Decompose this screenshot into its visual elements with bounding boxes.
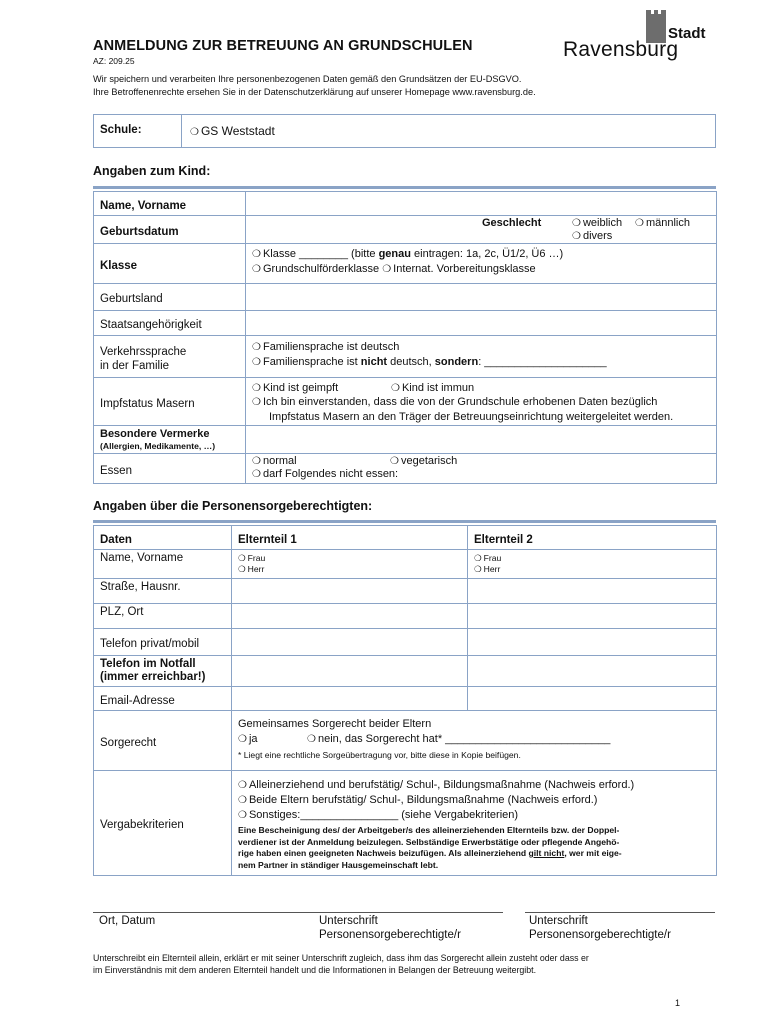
custody-no-option[interactable] <box>307 732 610 747</box>
class-opt1-text: Klasse ________ (bitte <box>262 248 379 260</box>
class-label: Klasse <box>94 244 246 284</box>
circle-checkbox-icon[interactable]: ❍ <box>307 734 316 745</box>
measles-opt3-line2: Impfstatus Masern an den Träger der Betreuungseinrichtung weitergeleitet werden. <box>269 411 674 423</box>
notes-label <box>94 426 246 454</box>
footnote-line-1: Unterschreibt ein Elternteil allein, erklärt er mit seiner Unterschrift zugleich, dass ihm das Sorgerecht allein zusteht oder dass er <box>93 953 589 963</box>
circle-checkbox-icon[interactable]: ❍ <box>190 127 199 138</box>
parent1-herr-option[interactable] <box>238 564 467 575</box>
privacy-line-2: Ihre Betroffenenrechte ersehen Sie in der Datenschutzerklärung auf unserer Homepage www.ravensburg.de. <box>93 87 536 97</box>
criteria-note-l3-text: rige haben einen geeigneten Nachweis beizufügen. Als alleinerziehend <box>238 848 529 858</box>
class-options <box>246 244 717 284</box>
file-reference: AZ: 209.25 <box>93 56 135 66</box>
emergency-label <box>94 656 232 687</box>
signature-line-2 <box>525 912 715 913</box>
birthdate-label: Geburtsdatum <box>94 216 246 244</box>
parent2-street-field[interactable] <box>468 579 717 604</box>
school-label: Schule: <box>94 115 182 147</box>
section-divider <box>93 186 716 189</box>
parent2-email-field[interactable] <box>468 687 717 711</box>
circle-checkbox-icon[interactable]: ❍ <box>252 469 261 480</box>
measles-opt1-text: Kind ist geimpft <box>262 382 339 394</box>
measles-label: Impfstatus Masern <box>94 378 246 426</box>
parent2-phone-field[interactable] <box>468 629 717 656</box>
gender-male-text: männlich <box>645 217 690 229</box>
class-opt3-text: Internat. Vorbereitungsklasse <box>393 263 536 275</box>
circle-checkbox-icon[interactable]: ❍ <box>238 810 247 821</box>
class-opt2-text: Grundschulförderklasse <box>262 263 380 275</box>
criteria-option-1[interactable] <box>238 778 716 793</box>
custody-options <box>232 711 717 771</box>
logo-stadt: Stadt <box>668 25 706 42</box>
circle-checkbox-icon[interactable]: ❍ <box>390 456 399 467</box>
circle-checkbox-icon[interactable]: ❍ <box>252 357 261 368</box>
col-header-data: Daten <box>94 526 232 550</box>
parent1-herr-text: Herr <box>247 564 265 574</box>
food-opt1-text: normal <box>262 455 297 467</box>
signature-2-label <box>529 914 671 942</box>
gender-diverse-text: divers <box>582 230 613 242</box>
gender-label: Geschlecht <box>482 217 542 229</box>
circle-checkbox-icon[interactable]: ❍ <box>238 553 246 563</box>
language-opt1-text: Familiensprache ist deutsch <box>262 341 400 353</box>
signature-1-line-1: Unterschrift <box>319 915 378 927</box>
measles-option-immune[interactable] <box>391 381 474 396</box>
school-box <box>93 114 716 148</box>
food-option-normal[interactable] <box>252 455 297 467</box>
page-number: 1 <box>675 998 681 1008</box>
notes-label-main: Besondere Vermerke <box>100 428 210 440</box>
circle-checkbox-icon[interactable]: ❍ <box>238 564 246 574</box>
custody-yes-option[interactable] <box>238 733 258 745</box>
child-section-heading: Angaben zum Kind: <box>93 164 211 178</box>
parent2-city-field[interactable] <box>468 604 717 629</box>
circle-checkbox-icon[interactable]: ❍ <box>238 780 247 791</box>
measles-opt3-line1: Ich bin einverstanden, dass die von der Grundschule erhobenen Daten bezüglich <box>262 396 658 408</box>
class-opt1-rest: eintragen: 1a, 2c, Ü1/2, Ü6 …) <box>410 248 564 260</box>
notes-field[interactable] <box>246 426 717 454</box>
name-label: Name, Vorname <box>94 192 246 216</box>
criteria-note-line-1: Eine Bescheinigung des/ der Arbeitgeber/s des alleinerziehenden Elternteils bzw. der Doppel- <box>238 825 620 835</box>
nationality-field[interactable] <box>246 311 717 336</box>
street-label: Straße, Hausnr. <box>94 579 232 604</box>
custody-note: * Liegt eine rechtliche Sorgeübertragung vor, bitte diese in Kopie beifügen. <box>238 750 521 760</box>
parent1-city-field[interactable] <box>232 604 468 629</box>
signature-line-1 <box>93 912 503 913</box>
custody-intro: Gemeinsames Sorgerecht beider Eltern <box>238 718 432 730</box>
gender-female-text: weiblich <box>582 217 623 229</box>
measles-opt2-text: Kind ist immun <box>401 382 475 394</box>
language-option-1[interactable] <box>252 340 716 355</box>
circle-checkbox-icon[interactable]: ❍ <box>252 397 261 408</box>
language-opt2-text: Familiensprache ist <box>262 356 361 368</box>
parent2-emergency-field[interactable] <box>468 656 717 687</box>
signature-1-line-2: Personensorgeberechtigte/r <box>319 929 461 941</box>
gender-diverse-option[interactable] <box>572 230 612 242</box>
circle-checkbox-icon[interactable]: ❍ <box>252 383 261 394</box>
criteria-note-line-3 <box>238 848 716 860</box>
parent1-street-field[interactable] <box>232 579 468 604</box>
criteria-option-2[interactable] <box>238 793 716 808</box>
parent1-frau-option[interactable] <box>238 553 467 564</box>
circle-checkbox-icon[interactable]: ❍ <box>238 795 247 806</box>
name-field[interactable] <box>246 192 717 216</box>
food-label: Essen <box>94 454 246 484</box>
class-opt1-bold: genau <box>378 248 411 260</box>
birth-country-field[interactable] <box>246 284 717 311</box>
parent1-phone-field[interactable] <box>232 629 468 656</box>
circle-checkbox-icon[interactable]: ❍ <box>474 553 482 563</box>
language-opt2-bold1: nicht <box>360 356 388 368</box>
class-option-3[interactable] <box>382 263 535 275</box>
col-header-parent1: Elternteil 1 <box>232 526 468 550</box>
circle-checkbox-icon[interactable]: ❍ <box>474 564 482 574</box>
child-table <box>93 191 717 484</box>
guardian-name-label: Name, Vorname <box>94 550 232 579</box>
custody-no-text: nein, das Sorgerecht hat* ___________________________ <box>317 733 611 745</box>
language-opt2-rest: : ____________________ <box>478 356 607 368</box>
parent2-name-field[interactable] <box>468 550 717 579</box>
circle-checkbox-icon[interactable]: ❍ <box>572 218 581 229</box>
criteria-note-l3-rest: , wer mit eige- <box>564 848 622 858</box>
circle-checkbox-icon[interactable]: ❍ <box>391 383 400 394</box>
criteria-label: Vergabekriterien <box>94 771 232 876</box>
criteria-note <box>238 825 716 871</box>
signature-2-line-1: Unterschrift <box>529 915 588 927</box>
food-opt3-text: darf Folgendes nicht essen: <box>262 468 399 480</box>
parent1-name-field[interactable] <box>232 550 468 579</box>
language-opt2-mid: deutsch, <box>387 356 435 368</box>
email-label: Email-Adresse <box>94 687 232 711</box>
class-option-1[interactable] <box>252 247 716 262</box>
circle-checkbox-icon[interactable]: ❍ <box>252 249 261 260</box>
circle-checkbox-icon[interactable]: ❍ <box>635 218 644 229</box>
circle-checkbox-icon[interactable]: ❍ <box>252 456 261 467</box>
nationality-label: Staatsangehörigkeit <box>94 311 246 336</box>
guardians-table <box>93 525 717 876</box>
food-opt2-text: vegetarisch <box>400 455 458 467</box>
criteria-opt2-text: Beide Eltern berufstätig/ Schul-, Bildungsmaßnahme (Nachweis erford.) <box>248 794 598 806</box>
school-option[interactable] <box>182 115 275 147</box>
language-label-1: Verkehrssprache <box>100 345 187 358</box>
language-opt2-bold2: sondern <box>434 356 479 368</box>
parent2-frau-option[interactable] <box>474 553 716 564</box>
city-label: PLZ, Ort <box>94 604 232 629</box>
measles-option-consent[interactable] <box>252 395 716 410</box>
privacy-line-1: Wir speichern und verarbeiten Ihre personenbezogenen Daten gemäß den Grundsätzen der EU-DSGVO. <box>93 74 522 84</box>
language-label <box>94 336 246 378</box>
logo-ravensburg: Ravensburg <box>563 38 679 61</box>
custody-label: Sorgerecht <box>94 711 232 771</box>
language-options <box>246 336 717 378</box>
col-header-parent2: Elternteil 2 <box>468 526 717 550</box>
guardians-section-heading: Angaben über die Personensorgeberechtigten: <box>93 499 373 513</box>
emergency-label-1: Telefon im Notfall <box>100 658 196 670</box>
criteria-note-line-4: nem Partner in ständiger Hausgemeinschaft lebt. <box>238 859 439 870</box>
gender-female-option[interactable] <box>572 217 622 229</box>
birthdate-field[interactable] <box>246 216 717 244</box>
parent2-frau-text: Frau <box>483 553 502 563</box>
food-options <box>246 454 717 484</box>
food-option-vegetarian[interactable] <box>390 455 457 468</box>
criteria-note-line-2: verdiener ist der Anmeldung beizulegen. Selbständige Erwerbstätige oder pflegende Angehö- <box>238 836 620 847</box>
parent1-emergency-field[interactable] <box>232 656 468 687</box>
parent2-herr-text: Herr <box>483 564 501 574</box>
parent2-herr-option[interactable] <box>474 564 716 575</box>
birth-country-label: Geburtsland <box>94 284 246 311</box>
circle-checkbox-icon[interactable]: ❍ <box>252 342 261 353</box>
parent1-frau-text: Frau <box>247 553 266 563</box>
place-date-label: Ort, Datum <box>99 915 156 927</box>
language-option-2[interactable] <box>252 355 716 370</box>
signature-1-label <box>319 914 461 942</box>
circle-checkbox-icon[interactable]: ❍ <box>252 264 261 275</box>
criteria-opt1-text: Alleinerziehend und berufstätig/ Schul-, Bildungsmaßnahme (Nachweis erford.) <box>248 779 635 791</box>
language-label-2: in der Familie <box>100 359 170 372</box>
footnote-line-2: im Einverständnis mit dem anderen Elternteil handelt und die Informationen in Belangen der Betreuung weitergibt. <box>93 964 537 975</box>
privacy-notice <box>93 73 536 99</box>
criteria-opt3-text: Sonstiges:________________ (siehe Vergabekriterien) <box>248 809 519 821</box>
notes-label-sub: (Allergien, Medikamente, …) <box>100 441 216 451</box>
gender-male-option[interactable] <box>635 217 690 229</box>
emergency-label-2: (immer erreichbar!) <box>100 671 206 683</box>
phone-label: Telefon privat/mobil <box>94 629 232 656</box>
signature-2-line-2: Personensorgeberechtigte/r <box>529 929 671 941</box>
signature-footnote <box>93 953 589 976</box>
section-divider <box>93 520 716 523</box>
class-option-2[interactable] <box>252 263 379 275</box>
criteria-options <box>232 771 717 876</box>
criteria-option-3[interactable] <box>238 808 716 823</box>
custody-yes-text: ja <box>248 733 258 745</box>
page-title: ANMELDUNG ZUR BETREUUNG AN GRUNDSCHULEN <box>93 38 473 54</box>
parent1-email-field[interactable] <box>232 687 468 711</box>
circle-checkbox-icon[interactable]: ❍ <box>382 264 392 275</box>
measles-options <box>246 378 717 426</box>
circle-checkbox-icon[interactable]: ❍ <box>238 734 247 745</box>
criteria-note-l3-underline: gilt nicht <box>528 848 565 858</box>
measles-option-vaccinated[interactable] <box>252 382 338 394</box>
circle-checkbox-icon[interactable]: ❍ <box>572 231 581 242</box>
food-option-restrictions[interactable] <box>252 468 716 481</box>
school-name: GS Weststadt <box>200 124 275 138</box>
